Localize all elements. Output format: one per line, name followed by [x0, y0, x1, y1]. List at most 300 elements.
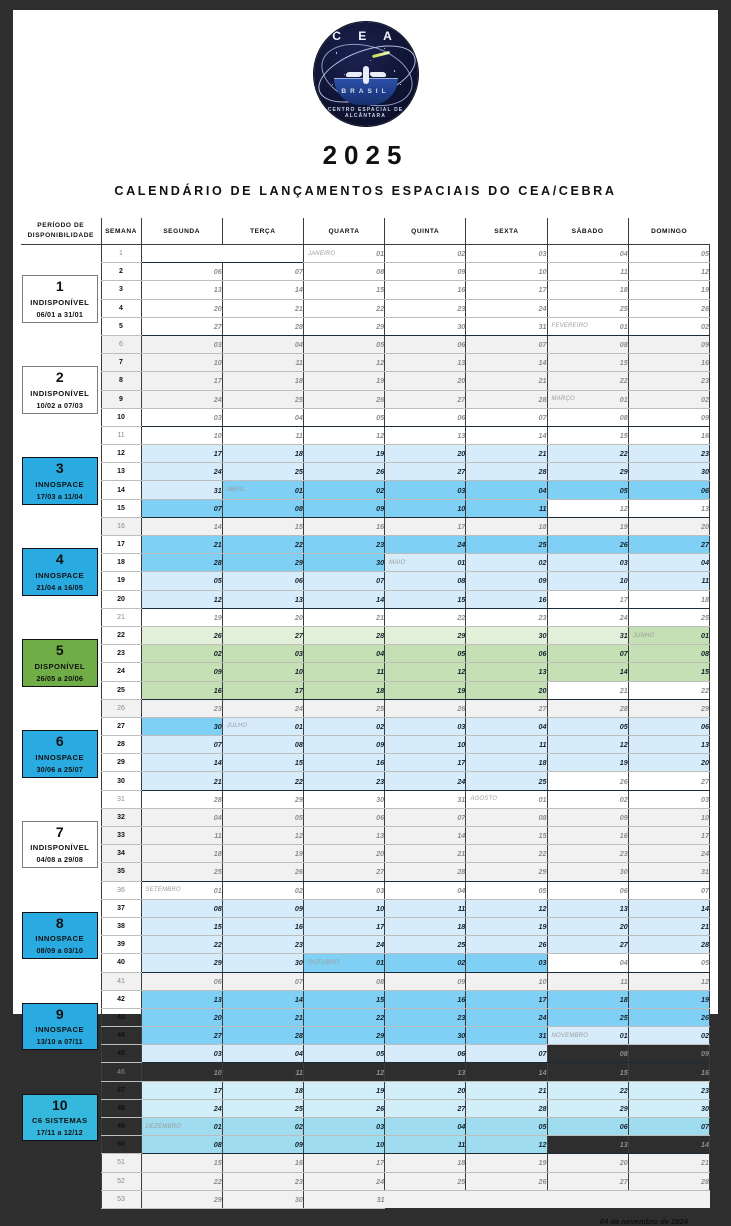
day-cell[interactable] — [385, 281, 466, 299]
day-cell[interactable] — [628, 335, 709, 353]
day-cell[interactable] — [222, 736, 303, 754]
day-cell[interactable] — [141, 1081, 222, 1099]
day-cell[interactable] — [385, 426, 466, 444]
day-cell[interactable] — [222, 263, 303, 281]
day-cell[interactable] — [547, 426, 628, 444]
day-cell[interactable] — [222, 317, 303, 335]
day-cell[interactable] — [222, 390, 303, 408]
period-block[interactable] — [21, 626, 101, 699]
day-cell[interactable] — [141, 1190, 222, 1208]
day-cell[interactable] — [303, 390, 384, 408]
day-cell[interactable] — [141, 408, 222, 426]
day-cell[interactable] — [222, 954, 303, 972]
day-cell[interactable] — [628, 663, 709, 681]
day-cell[interactable] — [466, 790, 547, 808]
day-cell[interactable] — [141, 827, 222, 845]
day-cell[interactable] — [385, 772, 466, 790]
day-cell[interactable] — [222, 1099, 303, 1117]
day-cell[interactable] — [466, 1099, 547, 1117]
day-cell[interactable] — [303, 1190, 384, 1208]
day-cell[interactable] — [628, 481, 709, 499]
day-cell[interactable] — [222, 1136, 303, 1154]
day-cell[interactable] — [141, 426, 222, 444]
day-cell[interactable] — [385, 754, 466, 772]
day-cell[interactable] — [303, 608, 384, 626]
day-cell[interactable] — [466, 1118, 547, 1136]
day-cell[interactable] — [547, 299, 628, 317]
day-cell[interactable] — [222, 772, 303, 790]
day-cell[interactable] — [628, 881, 709, 899]
day-cell[interactable] — [547, 626, 628, 644]
day-cell[interactable] — [385, 827, 466, 845]
day-cell[interactable] — [547, 281, 628, 299]
day-cell[interactable] — [466, 572, 547, 590]
day-cell[interactable] — [385, 699, 466, 717]
day-cell[interactable] — [141, 663, 222, 681]
day-cell[interactable] — [466, 772, 547, 790]
day-cell[interactable] — [547, 772, 628, 790]
day-cell[interactable] — [141, 772, 222, 790]
day-cell[interactable] — [547, 590, 628, 608]
day-cell[interactable] — [385, 372, 466, 390]
day-cell[interactable] — [303, 1045, 384, 1063]
day-cell[interactable] — [222, 1063, 303, 1081]
day-cell[interactable] — [303, 463, 384, 481]
day-cell[interactable] — [141, 390, 222, 408]
day-cell[interactable] — [628, 954, 709, 972]
day-cell[interactable] — [547, 1081, 628, 1099]
day-cell[interactable] — [222, 590, 303, 608]
day-cell[interactable] — [628, 936, 709, 954]
day-cell[interactable] — [303, 1027, 384, 1045]
day-cell[interactable] — [628, 917, 709, 935]
day-cell[interactable] — [628, 626, 709, 644]
day-cell[interactable] — [466, 281, 547, 299]
day-cell[interactable] — [222, 645, 303, 663]
day-cell[interactable] — [141, 1099, 222, 1117]
day-cell[interactable] — [628, 990, 709, 1008]
day-cell[interactable] — [385, 481, 466, 499]
day-cell[interactable] — [547, 536, 628, 554]
day-cell[interactable] — [628, 281, 709, 299]
day-cell[interactable] — [385, 1136, 466, 1154]
day-cell[interactable] — [547, 517, 628, 535]
day-cell[interactable] — [547, 481, 628, 499]
day-cell[interactable] — [547, 245, 628, 263]
day-cell[interactable] — [547, 1027, 628, 1045]
day-cell[interactable] — [222, 881, 303, 899]
day-cell[interactable] — [385, 936, 466, 954]
day-cell[interactable] — [303, 954, 384, 972]
day-cell[interactable] — [303, 990, 384, 1008]
period-block[interactable] — [21, 354, 101, 427]
day-cell[interactable] — [222, 354, 303, 372]
day-cell[interactable] — [385, 681, 466, 699]
day-cell[interactable] — [466, 390, 547, 408]
day-cell[interactable] — [222, 1154, 303, 1172]
day-cell[interactable] — [222, 863, 303, 881]
day-cell[interactable] — [466, 499, 547, 517]
day-cell[interactable] — [385, 1063, 466, 1081]
day-cell[interactable] — [466, 936, 547, 954]
day-cell[interactable] — [547, 572, 628, 590]
day-cell[interactable] — [466, 354, 547, 372]
day-cell[interactable] — [385, 608, 466, 626]
day-cell[interactable] — [141, 1118, 222, 1136]
day-cell[interactable] — [466, 863, 547, 881]
day-cell[interactable] — [303, 445, 384, 463]
day-cell[interactable] — [303, 699, 384, 717]
day-cell[interactable] — [385, 808, 466, 826]
day-cell[interactable] — [141, 1045, 222, 1063]
day-cell[interactable] — [385, 663, 466, 681]
day-cell[interactable] — [303, 263, 384, 281]
day-cell[interactable] — [466, 1172, 547, 1190]
day-cell[interactable] — [303, 1118, 384, 1136]
day-cell[interactable] — [303, 863, 384, 881]
day-cell[interactable] — [628, 372, 709, 390]
day-cell[interactable] — [547, 663, 628, 681]
day-cell[interactable] — [628, 572, 709, 590]
day-cell[interactable] — [466, 426, 547, 444]
day-cell[interactable] — [141, 699, 222, 717]
day-cell[interactable] — [466, 1027, 547, 1045]
day-cell[interactable] — [628, 845, 709, 863]
day-cell[interactable] — [547, 354, 628, 372]
period-block[interactable] — [21, 263, 101, 336]
day-cell[interactable] — [628, 463, 709, 481]
day-cell[interactable] — [141, 990, 222, 1008]
day-cell[interactable] — [547, 790, 628, 808]
day-cell[interactable] — [466, 1154, 547, 1172]
day-cell[interactable] — [303, 736, 384, 754]
day-cell[interactable] — [141, 554, 222, 572]
day-cell[interactable] — [466, 517, 547, 535]
day-cell[interactable] — [466, 699, 547, 717]
day-cell[interactable] — [141, 754, 222, 772]
day-cell[interactable] — [303, 681, 384, 699]
day-cell[interactable] — [628, 754, 709, 772]
day-cell[interactable] — [222, 463, 303, 481]
day-cell[interactable] — [547, 917, 628, 935]
day-cell[interactable] — [222, 608, 303, 626]
day-cell[interactable] — [385, 1027, 466, 1045]
day-cell[interactable] — [547, 390, 628, 408]
day-cell[interactable] — [466, 481, 547, 499]
day-cell[interactable] — [628, 354, 709, 372]
day-cell[interactable] — [628, 426, 709, 444]
day-cell[interactable] — [547, 1118, 628, 1136]
day-cell[interactable] — [303, 1063, 384, 1081]
day-cell[interactable] — [141, 281, 222, 299]
day-cell[interactable] — [385, 299, 466, 317]
day-cell[interactable] — [222, 408, 303, 426]
day-cell[interactable] — [141, 517, 222, 535]
day-cell[interactable] — [547, 263, 628, 281]
day-cell[interactable] — [628, 1081, 709, 1099]
day-cell[interactable] — [141, 463, 222, 481]
day-cell[interactable] — [385, 317, 466, 335]
period-block[interactable] — [21, 990, 101, 1063]
day-cell[interactable] — [303, 590, 384, 608]
day-cell[interactable] — [466, 681, 547, 699]
day-cell[interactable] — [222, 790, 303, 808]
day-cell[interactable] — [222, 1172, 303, 1190]
day-cell[interactable] — [385, 1172, 466, 1190]
day-cell[interactable] — [385, 1190, 466, 1208]
day-cell[interactable] — [385, 554, 466, 572]
day-cell[interactable] — [547, 335, 628, 353]
day-cell[interactable] — [547, 1136, 628, 1154]
day-cell[interactable] — [466, 445, 547, 463]
day-cell[interactable] — [303, 663, 384, 681]
day-cell[interactable] — [303, 317, 384, 335]
day-cell[interactable] — [385, 645, 466, 663]
day-cell[interactable] — [466, 317, 547, 335]
period-block[interactable] — [21, 1081, 101, 1154]
day-cell[interactable] — [385, 263, 466, 281]
day-cell[interactable] — [141, 317, 222, 335]
day-cell[interactable] — [303, 335, 384, 353]
day-cell[interactable] — [222, 426, 303, 444]
day-cell[interactable] — [385, 717, 466, 735]
day-cell[interactable] — [385, 408, 466, 426]
day-cell[interactable] — [628, 863, 709, 881]
day-cell[interactable] — [222, 554, 303, 572]
day-cell[interactable] — [222, 663, 303, 681]
day-cell[interactable] — [547, 499, 628, 517]
day-cell[interactable] — [303, 245, 384, 263]
day-cell[interactable] — [303, 827, 384, 845]
period-block[interactable] — [21, 536, 101, 609]
day-cell[interactable] — [222, 1190, 303, 1208]
day-cell[interactable] — [547, 972, 628, 990]
day-cell[interactable] — [628, 1172, 709, 1190]
day-cell[interactable] — [222, 481, 303, 499]
day-cell[interactable] — [222, 1027, 303, 1045]
day-cell[interactable] — [466, 990, 547, 1008]
day-cell[interactable] — [385, 972, 466, 990]
day-cell[interactable] — [628, 1136, 709, 1154]
day-cell[interactable] — [303, 408, 384, 426]
day-cell[interactable] — [466, 1063, 547, 1081]
day-cell[interactable] — [141, 335, 222, 353]
day-cell[interactable] — [547, 881, 628, 899]
day-cell[interactable] — [628, 808, 709, 826]
day-cell[interactable] — [628, 245, 709, 263]
day-cell[interactable] — [303, 845, 384, 863]
day-cell[interactable] — [385, 790, 466, 808]
day-cell[interactable] — [547, 681, 628, 699]
day-cell[interactable] — [141, 536, 222, 554]
day-cell[interactable] — [547, 990, 628, 1008]
day-cell[interactable] — [466, 372, 547, 390]
day-cell[interactable] — [466, 590, 547, 608]
day-cell[interactable] — [466, 1136, 547, 1154]
day-cell[interactable] — [222, 827, 303, 845]
day-cell[interactable] — [385, 590, 466, 608]
day-cell[interactable] — [628, 1154, 709, 1172]
day-cell[interactable] — [466, 299, 547, 317]
period-block[interactable] — [21, 808, 101, 881]
day-cell[interactable] — [222, 1081, 303, 1099]
day-cell[interactable] — [385, 881, 466, 899]
day-cell[interactable] — [466, 1045, 547, 1063]
day-cell[interactable] — [303, 299, 384, 317]
day-cell[interactable] — [385, 626, 466, 644]
day-cell[interactable] — [222, 936, 303, 954]
day-cell[interactable] — [141, 645, 222, 663]
day-cell[interactable] — [385, 736, 466, 754]
day-cell[interactable] — [303, 790, 384, 808]
day-cell[interactable] — [466, 645, 547, 663]
day-cell[interactable] — [141, 899, 222, 917]
day-cell[interactable] — [222, 699, 303, 717]
day-cell[interactable] — [628, 263, 709, 281]
day-cell[interactable] — [628, 317, 709, 335]
day-cell[interactable] — [385, 245, 466, 263]
day-cell[interactable] — [303, 645, 384, 663]
day-cell[interactable] — [385, 1118, 466, 1136]
day-cell[interactable] — [385, 499, 466, 517]
day-cell[interactable] — [628, 736, 709, 754]
day-cell[interactable] — [628, 590, 709, 608]
day-cell[interactable] — [303, 481, 384, 499]
day-cell[interactable] — [466, 1190, 547, 1208]
day-cell[interactable] — [303, 426, 384, 444]
day-cell[interactable] — [547, 863, 628, 881]
day-cell[interactable] — [303, 372, 384, 390]
day-cell[interactable] — [141, 1154, 222, 1172]
day-cell[interactable] — [303, 808, 384, 826]
day-cell[interactable] — [222, 281, 303, 299]
day-cell[interactable] — [466, 608, 547, 626]
day-cell[interactable] — [628, 1118, 709, 1136]
day-cell[interactable] — [628, 1045, 709, 1063]
day-cell[interactable] — [628, 554, 709, 572]
day-cell[interactable] — [303, 1136, 384, 1154]
day-cell[interactable] — [385, 845, 466, 863]
day-cell[interactable] — [303, 1172, 384, 1190]
day-cell[interactable] — [628, 1099, 709, 1117]
day-cell[interactable] — [141, 590, 222, 608]
day-cell[interactable] — [466, 917, 547, 935]
day-cell[interactable] — [385, 463, 466, 481]
day-cell[interactable] — [628, 681, 709, 699]
day-cell[interactable] — [628, 536, 709, 554]
day-cell[interactable] — [466, 972, 547, 990]
day-cell[interactable] — [385, 954, 466, 972]
day-cell[interactable] — [222, 972, 303, 990]
day-cell[interactable] — [222, 517, 303, 535]
day-cell[interactable] — [303, 754, 384, 772]
day-cell[interactable] — [303, 572, 384, 590]
day-cell[interactable] — [466, 736, 547, 754]
day-cell[interactable] — [141, 881, 222, 899]
day-cell[interactable] — [466, 827, 547, 845]
day-cell[interactable] — [222, 572, 303, 590]
day-cell[interactable] — [547, 317, 628, 335]
day-cell[interactable] — [141, 845, 222, 863]
day-cell[interactable] — [141, 1136, 222, 1154]
period-block[interactable] — [21, 899, 101, 972]
day-cell[interactable] — [628, 717, 709, 735]
day-cell[interactable] — [547, 554, 628, 572]
day-cell[interactable] — [303, 499, 384, 517]
day-cell[interactable] — [303, 626, 384, 644]
day-cell[interactable] — [547, 827, 628, 845]
day-cell[interactable] — [547, 936, 628, 954]
day-cell[interactable] — [385, 354, 466, 372]
day-cell[interactable] — [547, 1154, 628, 1172]
day-cell[interactable] — [547, 463, 628, 481]
day-cell[interactable] — [628, 827, 709, 845]
day-cell[interactable] — [141, 1027, 222, 1045]
day-cell[interactable] — [628, 608, 709, 626]
day-cell[interactable] — [385, 390, 466, 408]
day-cell[interactable] — [547, 736, 628, 754]
day-cell[interactable] — [222, 372, 303, 390]
day-cell[interactable] — [385, 1045, 466, 1063]
day-cell[interactable] — [141, 736, 222, 754]
day-cell[interactable] — [303, 881, 384, 899]
period-block[interactable] — [21, 717, 101, 790]
day-cell[interactable] — [141, 1172, 222, 1190]
day-cell[interactable] — [466, 845, 547, 863]
day-cell[interactable] — [222, 626, 303, 644]
day-cell[interactable] — [141, 263, 222, 281]
day-cell[interactable] — [385, 1099, 466, 1117]
day-cell[interactable] — [141, 445, 222, 463]
day-cell[interactable] — [222, 1118, 303, 1136]
day-cell[interactable] — [547, 754, 628, 772]
day-cell[interactable] — [385, 1081, 466, 1099]
day-cell[interactable] — [547, 1099, 628, 1117]
day-cell[interactable] — [385, 572, 466, 590]
day-cell[interactable] — [628, 1063, 709, 1081]
day-cell[interactable] — [547, 699, 628, 717]
day-cell[interactable] — [385, 899, 466, 917]
day-cell[interactable] — [222, 808, 303, 826]
day-cell[interactable] — [141, 808, 222, 826]
day-cell[interactable] — [628, 390, 709, 408]
day-cell[interactable] — [628, 1027, 709, 1045]
day-cell[interactable] — [303, 281, 384, 299]
day-cell[interactable] — [141, 354, 222, 372]
day-cell[interactable] — [628, 499, 709, 517]
day-cell[interactable] — [303, 899, 384, 917]
day-cell[interactable] — [303, 772, 384, 790]
day-cell[interactable] — [547, 372, 628, 390]
day-cell[interactable] — [628, 517, 709, 535]
day-cell[interactable] — [385, 917, 466, 935]
day-cell[interactable] — [303, 554, 384, 572]
day-cell[interactable] — [222, 335, 303, 353]
day-cell[interactable] — [141, 863, 222, 881]
day-cell[interactable] — [628, 790, 709, 808]
day-cell[interactable] — [466, 663, 547, 681]
day-cell[interactable] — [385, 990, 466, 1008]
day-cell[interactable] — [466, 954, 547, 972]
day-cell[interactable] — [466, 554, 547, 572]
day-cell[interactable] — [628, 772, 709, 790]
day-cell[interactable] — [385, 863, 466, 881]
day-cell[interactable] — [385, 517, 466, 535]
period-block[interactable] — [21, 445, 101, 518]
day-cell[interactable] — [141, 626, 222, 644]
day-cell[interactable] — [466, 408, 547, 426]
day-cell[interactable] — [303, 354, 384, 372]
